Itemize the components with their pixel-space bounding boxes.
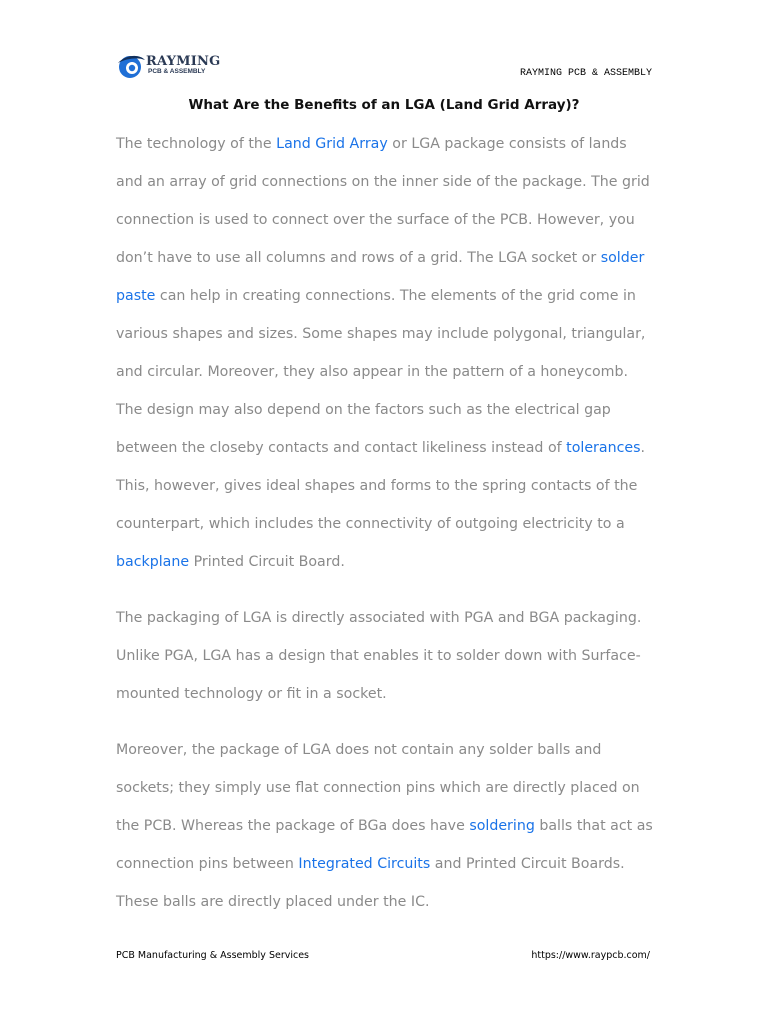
paragraph-text: can help in creating connections. The elements of the grid come in various shapes and sizes. Some shapes may include polygonal, triangular, and circular. Moreover, they also appear in the pattern of a honeycomb. The design may also depend on the factors such as the electrical gap between the closeby contacts and contact likeliness instead of xyxy=(116,288,646,456)
paragraph-2 xyxy=(116,599,656,713)
paragraph-text: balls that act as connection pins between xyxy=(116,818,653,872)
inline-link[interactable]: backplane xyxy=(116,554,190,570)
paragraph-text: Moreover, the package of LGA does not contain any solder balls and sockets; they simply use flat connection pins which are directly placed on the PCB. Whereas the package of BGa does have xyxy=(116,742,640,834)
paragraph-1 xyxy=(116,125,656,581)
paragraph-text: or LGA package consists of lands and an array of grid connections on the inner side of the package. The grid connection is used to connect over the surface of the PCB. However, you don’t have to use all columns and rows of a grid. The LGA socket or xyxy=(116,136,650,266)
paragraph-text: and Printed Circuit Boards. These balls are directly placed under the IC. xyxy=(116,856,625,910)
footer-services: PCB Manufacturing & Assembly Services xyxy=(116,950,310,961)
footer-url[interactable]: https://www.raypcb.com/ xyxy=(531,950,650,961)
page-title: What Are the Benefits of an LGA (Land Grid Array)? xyxy=(188,97,580,113)
inline-link[interactable]: Land Grid Array xyxy=(276,136,388,152)
paragraph-text: . This, however, gives ideal shapes and forms to the spring contacts of the counterpart, which includes the connectivity of outgoing electricity to a xyxy=(116,440,646,532)
inline-link[interactable]: tolerances xyxy=(566,440,641,456)
inline-link[interactable]: solder paste xyxy=(116,250,645,304)
rayming-logo xyxy=(116,52,221,80)
header-company-name: RAYMING PCB & ASSEMBLY xyxy=(519,68,652,79)
logo-tagline: PCB & ASSEMBLY xyxy=(148,68,206,75)
rayming-logo-mark-icon xyxy=(116,52,146,80)
inline-link[interactable]: Integrated Circuits xyxy=(298,856,431,872)
logo-name: RAYMING xyxy=(146,54,221,69)
article-body xyxy=(116,125,656,939)
paragraph-text: The technology of the xyxy=(116,136,277,152)
inline-link[interactable]: soldering xyxy=(469,818,535,834)
paragraph-3 xyxy=(116,731,656,921)
paragraph-text: Printed Circuit Board. xyxy=(189,554,345,570)
paragraph-text: The packaging of LGA is directly associated with PGA and BGA packaging. Unlike PGA, LGA has a design that enables it to solder down with Surface-mounted technology or fit in a socket. xyxy=(116,610,642,702)
